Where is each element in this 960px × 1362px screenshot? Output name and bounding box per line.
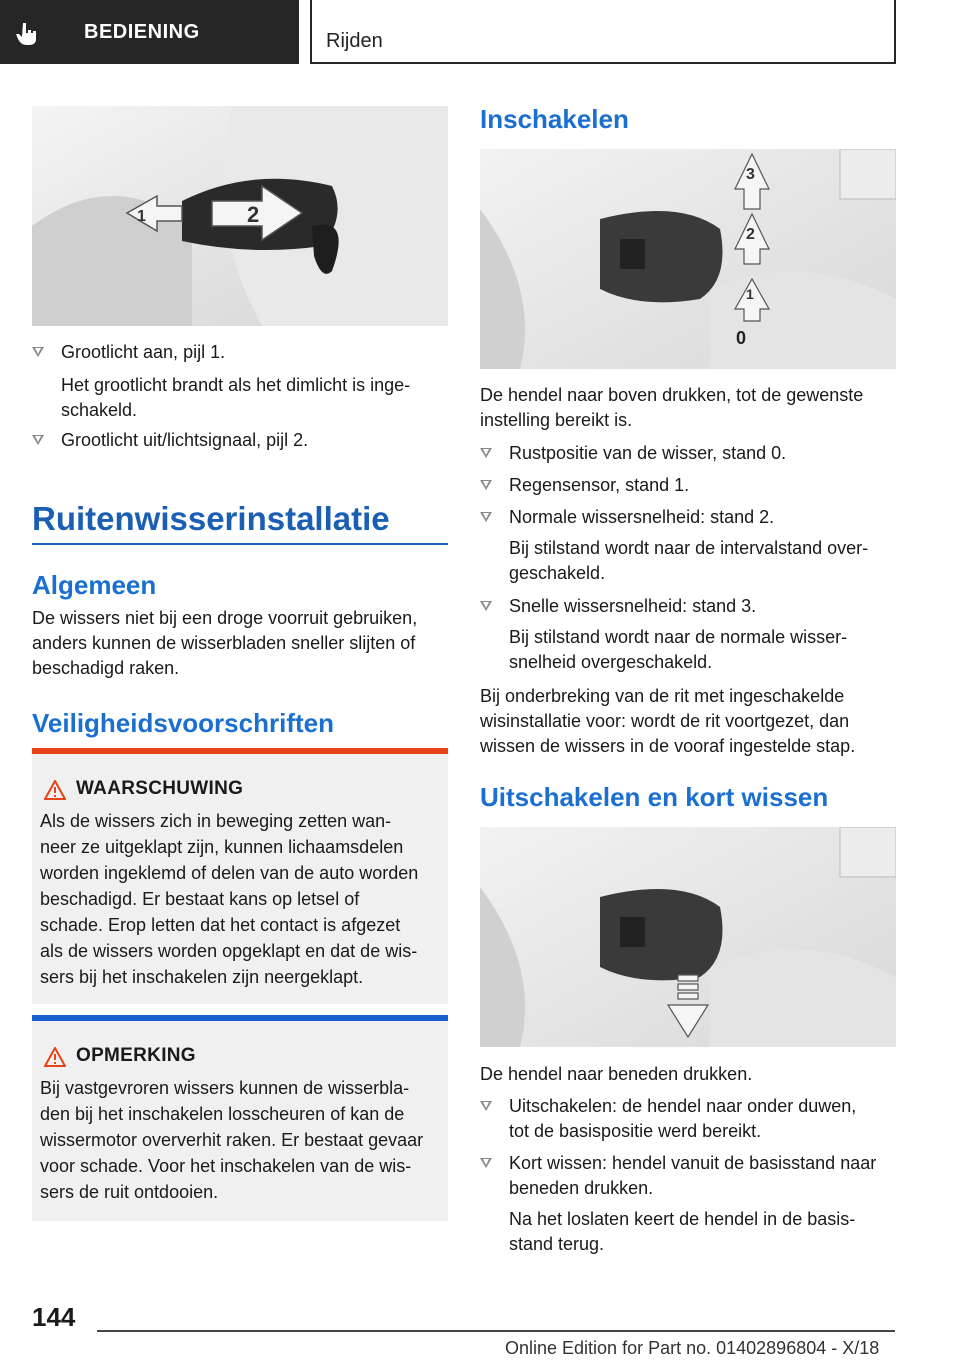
bullet-triangle-icon xyxy=(32,435,44,445)
notice-bar xyxy=(32,1015,448,1021)
position-label-2: 2 xyxy=(746,226,755,243)
subsection-heading: Veiligheidsvoorschriften xyxy=(32,708,334,738)
page-header xyxy=(0,0,960,66)
warning-triangle-icon xyxy=(44,1047,66,1067)
bullet-text: Regensensor, stand 1. xyxy=(509,475,690,495)
bullet-triangle-icon xyxy=(480,601,492,611)
subsection-heading: Uitschakelen en kort wissen xyxy=(480,782,829,812)
edition-text: Online Edition for Part no. 01402896804 - X/18 xyxy=(505,1338,880,1358)
bullet-subtext: Het grootlicht brandt als het dimlicht is inge- schakeld. xyxy=(61,375,411,420)
section-tab xyxy=(0,0,299,64)
arrow-label-1: 1 xyxy=(137,208,146,225)
wiper-on-lever-image xyxy=(480,149,896,369)
list-item xyxy=(480,1151,896,1261)
list-item xyxy=(480,594,896,674)
chapter-box xyxy=(310,0,896,64)
bullet-text: Snelle wissersnelheid: stand 3. xyxy=(509,596,757,616)
bullet-triangle-icon xyxy=(480,1101,492,1111)
bullet-text: Grootlicht aan, pijl 1. xyxy=(61,342,226,362)
position-label-0: 0 xyxy=(736,328,747,348)
bullet-triangle-icon xyxy=(480,480,492,490)
bullet-triangle-icon xyxy=(480,1158,492,1168)
warning-triangle-icon xyxy=(44,780,66,800)
page-number: 144 xyxy=(32,1302,76,1332)
footer-divider xyxy=(97,1330,895,1332)
high-beam-lever-image xyxy=(32,106,448,326)
subsection-heading: Algemeen xyxy=(32,570,157,600)
notice-title: OPMERKING xyxy=(76,1045,196,1066)
bullet-subtext: Bij stilstand wordt naar de normale wisser- snelheid overgeschakeld. xyxy=(509,627,848,672)
bullet-text: Uitschakelen: de hendel naar onder duwen, tot de basispositie werd bereikt. xyxy=(509,1096,857,1141)
list-item xyxy=(480,1094,896,1150)
inschakelen-intro: De hendel naar boven drukken, tot de gewenste instelling bereikt is. xyxy=(480,385,864,430)
heading-underline xyxy=(32,543,448,545)
arrow-label-2: 2 xyxy=(247,202,260,227)
position-label-3: 3 xyxy=(746,166,755,183)
wiper-off-lever-image xyxy=(480,827,896,1047)
algemeen-paragraph: De wissers niet bij een droge voorruit gebruiken, anders kunnen de wisserbladen sneller slijten of beschadigd raken. xyxy=(32,608,418,678)
section-heading: Ruitenwisserinstallatie xyxy=(32,500,390,537)
bullet-text: Kort wissen: hendel vanuit de basisstand naar beneden drukken. xyxy=(509,1153,877,1198)
list-item xyxy=(32,340,448,420)
warning-bar xyxy=(32,748,448,754)
bullet-text: Rustpositie van de wisser, stand 0. xyxy=(509,443,787,463)
bullet-subtext: Bij stilstand wordt naar de intervalstand over- geschakeld. xyxy=(509,538,869,583)
warning-title: WAARSCHUWING xyxy=(76,778,244,799)
bullet-subtext: Na het loslaten keert de hendel in de basis- stand terug. xyxy=(509,1209,856,1254)
bullet-text: Grootlicht uit/lichtsignaal, pijl 2. xyxy=(61,430,309,450)
bullet-triangle-icon xyxy=(480,448,492,458)
list-item xyxy=(32,428,448,458)
notice-text: Bij vastgevroren wissers kunnen de wisserbla- den bij het inschakelen losscheuren of kan de wissermotor oververhit raken. Er bestaat gevaar voor schade. Voor het inschakelen van de wis- sers de ruit ontdooien. xyxy=(40,1078,424,1202)
position-label-1: 1 xyxy=(746,286,754,302)
section-label: BEDIENING xyxy=(84,20,200,43)
bullet-text: Normale wissersnelheid: stand 2. xyxy=(509,507,775,527)
bullet-triangle-icon xyxy=(32,347,44,357)
onderbreking-paragraph: Bij onderbreking van de rit met ingeschakelde wisinstallatie voor: wordt de rit voortgezet, dan wissen de wissers in de vooraf ingestelde stap. xyxy=(480,686,856,756)
warning-box xyxy=(32,748,448,1004)
chapter-label: Rijden xyxy=(326,30,383,52)
warning-text: Als de wissers zich in beweging zetten wan- neer ze uitgeklapt zijn, kunnen lichaamsdelen worden ingeklemd of delen van de auto worden beschadigd. Er bestaat kans op letsel of schade. Erop letten dat het contact is afgezet als de wissers worden opgeklapt en dat de wis- sers bij het inschakelen zijn neergeklapt. xyxy=(40,811,419,987)
subsection-heading: Inschakelen xyxy=(480,104,629,134)
bullet-triangle-icon xyxy=(480,512,492,522)
uitschakelen-intro: De hendel naar beneden drukken. xyxy=(480,1064,753,1084)
list-item xyxy=(480,505,896,585)
hand-pointer-icon xyxy=(16,22,38,46)
notice-box xyxy=(32,1015,448,1221)
